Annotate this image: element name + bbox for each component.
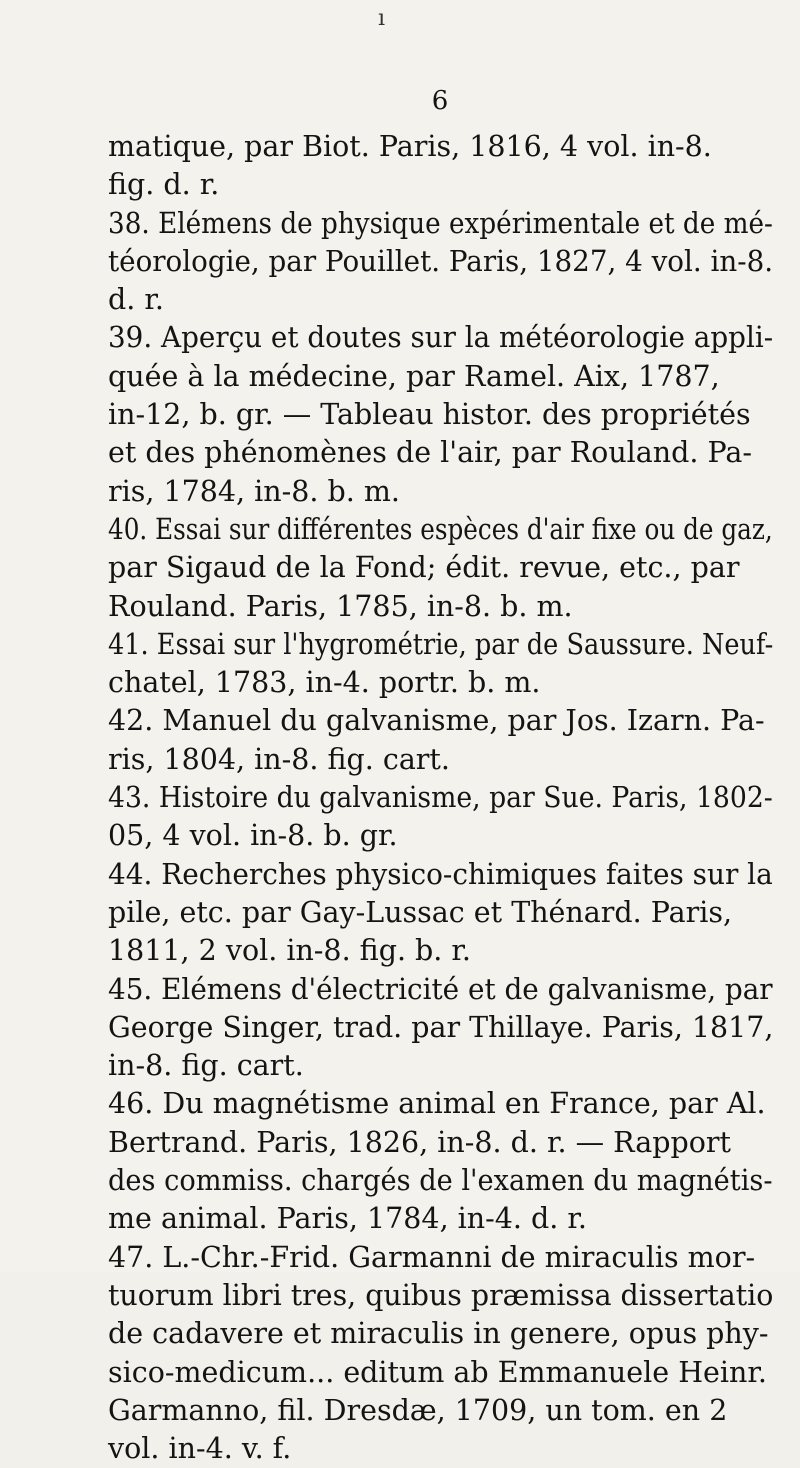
text-line: et des phénomènes de l'air, par Rouland. Pa- <box>108 436 753 470</box>
text-line: 40. Essai sur différentes espèces d'air fixe ou de gaz, <box>108 512 773 546</box>
text-line: 41. Essai sur l'hygrométrie, par de Saussure. Neuf- <box>108 627 774 661</box>
text-line: 42. Manuel du galvanisme, par Jos. Izarn. Pa- <box>108 704 765 738</box>
text-line: 47. L.-Chr.-Frid. Garmanni de miraculis mor- <box>108 1240 756 1274</box>
text-line: 45. Elémens d'électricité et de galvanisme, par <box>108 972 773 1006</box>
text-line: in-12, b. gr. — Tableau histor. des propriétés <box>108 398 751 432</box>
text-line: de cadavere et miraculis in genere, opus phy- <box>108 1317 769 1351</box>
text-line: des commiss. chargés de l'examen du magnétis- <box>108 1164 773 1198</box>
text-line: chatel, 1783, in-4. portr. b. m. <box>108 666 541 700</box>
text-line: pile, etc. par Gay-Lussac et Thénard. Paris, <box>108 895 733 929</box>
text-line: ris, 1804, in-8. fig. cart. <box>108 742 450 776</box>
text-line: 38. Elémens de physique expérimentale et de mé- <box>108 206 773 240</box>
text-line: Garmanno, fil. Dresdæ, 1709, un tom. en 2 <box>108 1393 728 1427</box>
text-line: 39. Aperçu et doutes sur la météorologie appli- <box>108 321 774 355</box>
page-number: 6 <box>431 86 449 116</box>
ink-speck: ı <box>378 6 386 31</box>
catalog-entries <box>108 128 773 1468</box>
text-line: 46. Du magnétisme animal en France, par Al. <box>108 1087 766 1121</box>
text-line: tuorum libri tres, quibus præmissa dissertatio <box>108 1278 774 1312</box>
text-line: 1811, 2 vol. in-8. fig. b. r. <box>108 934 471 968</box>
text-line: par Sigaud de la Fond; édit. revue, etc., par <box>108 551 740 585</box>
text-line: quée à la médecine, par Ramel. Aix, 1787, <box>108 359 720 393</box>
text-line: 44. Recherches physico-chimiques faites sur la <box>108 857 773 891</box>
text-line: sico-medicum... editum ab Emmanuele Heinr. <box>108 1355 767 1389</box>
text-line: 05, 4 vol. in-8. b. gr. <box>108 819 398 853</box>
text-line: fig. d. r. <box>108 168 220 202</box>
text-line: d. r. <box>108 283 164 317</box>
text-line: me animal. Paris, 1784, in-4. d. r. <box>108 1202 587 1236</box>
text-line: vol. in-4. v. f. <box>108 1432 292 1466</box>
text-line: téorologie, par Pouillet. Paris, 1827, 4 vol. in-8. <box>108 244 774 278</box>
text-line: Bertrand. Paris, 1826, in-8. d. r. — Rapport <box>108 1125 731 1159</box>
text-line: 43. Histoire du galvanisme, par Sue. Paris, 1802- <box>108 781 773 815</box>
text-line: Rouland. Paris, 1785, in-8. b. m. <box>108 589 573 623</box>
text-line: matique, par Biot. Paris, 1816, 4 vol. in-8. <box>108 130 712 163</box>
text-line: ris, 1784, in-8. b. m. <box>108 474 400 508</box>
text-line: in-8. fig. cart. <box>108 1049 304 1083</box>
text-line: George Singer, trad. par Thillaye. Paris, 1817, <box>108 1010 774 1044</box>
